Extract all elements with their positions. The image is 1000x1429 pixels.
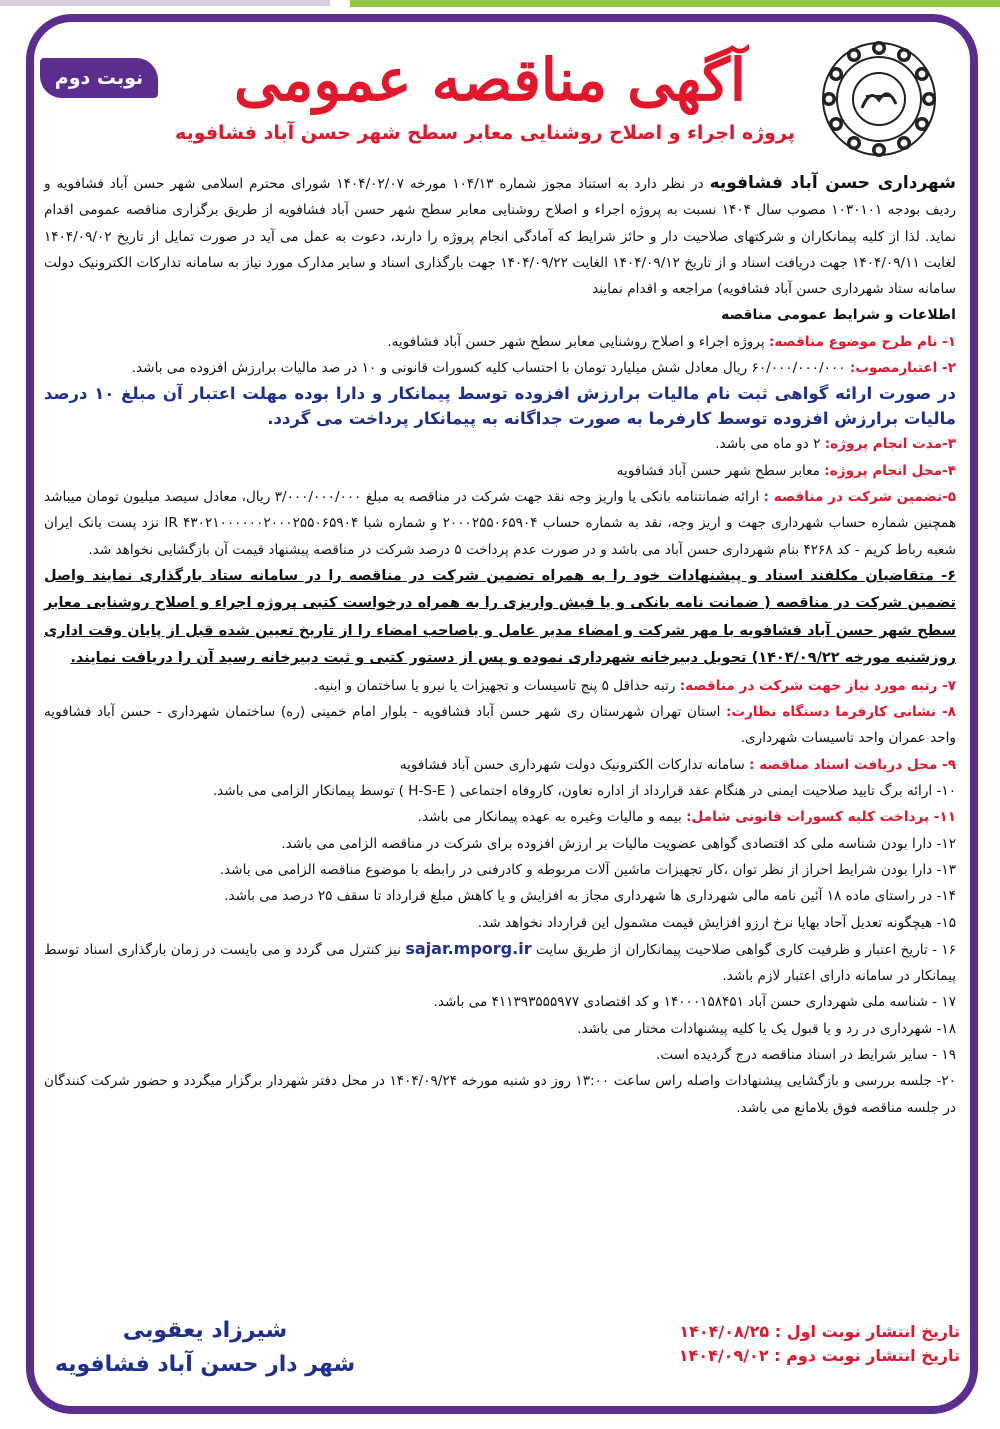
item-6-text: ۶- متقاضیان مکلفند اسناد و پیشنهادات خود را به همراه تضمین شرکت در مناقصه را در سامانه ستاد بارگذاری نمایند واصل تضمین شرکت در مناقصه ( ضمانت نامه بانکی و یا فیش واریزی را به همراه درخواست کتبی پروژه اجراء و اصلاح روشنایی معابر سطح شهر حسن آباد فشافویه با مهر شرکت و امضاء مدیر عامل و یاصاحب امضاء را از تاریخ تعیین شده قبل از پایان وقت اداری روزشنبه مورخه ۱۴۰۴/۰۹/۲۲) تحویل دبیرخانه شهرداری نموده و پس از دستور کتبی و ثبت دبیرخانه رسید آن را دریافت نمایند. bbox=[44, 567, 956, 667]
vat-note: در صورت ارائه گواهی ثبت نام مالیات برارزش افزوده توسط پیمانکار و دارا بوده مهلت اعتبار آن مبلغ ۱۰ درصد مالیات برارزش افزوده توسط کارفرما به صورت جداگانه به پیمانکار پرداخت می گردد. bbox=[44, 384, 956, 429]
item-2-label: ۲- اعتبارمصوب: bbox=[849, 360, 956, 377]
item-1-text: پروژه اجراء و اصلاح روشنایی معابر سطح شهر حسن آباد فشافویه. bbox=[387, 333, 769, 350]
item-7 bbox=[44, 673, 956, 699]
item-12: ۱۲- دارا بودن شناسه ملی کد اقتصادی گواهی عضویت مالیات بر ارزش افزوده برای شرکت در مناقصه الزامی می باشد. bbox=[281, 835, 956, 852]
item-18: ۱۸- شهرداری در رد و یا قبول یک یا کلیه پیشنهادات مختار می باشد. bbox=[577, 1020, 956, 1037]
item-10-text-b: ) توسط پیمانکار الزامی می باشد. bbox=[212, 783, 409, 800]
sajar-site-link[interactable]: sajar.mporg.ir bbox=[405, 938, 532, 958]
intro-paragraph bbox=[44, 170, 956, 302]
item-9 bbox=[44, 752, 956, 778]
item-1-label: ۱- نام طرح موضوع مناقصه: bbox=[768, 333, 956, 350]
item-3-label: ۳-مدت انجام پروژه: bbox=[824, 436, 956, 453]
item-8-label: ۸- نشانی کارفرما دستگاه نظارت: bbox=[725, 704, 956, 721]
intro-text: در نظر دارد به استناد مجوز شماره ۱۰۴/۱۳ مورخه ۱۴۰۴/۰۲/۰۷ شورای محترم اسلامی شهر حسن آباد فشافویه و ردیف بودجه ۱۰۳۰۱۰۱ مصوب سال ۱۴۰۴ نسبت به پروژه اجراء و اصلاح روشنایی معابر سطح شهر حسن آباد فشافویه از طریق برگزاری مناقصه عمومی اقدام نماید. لذا از کلیه پیمانکاران و شرکتهای صلاحیت دار و حائز شرایط که آمادگی انجام پروژه را دارند، دعوت به عمل می آید در صورت تمایل از تاریخ ۱۴۰۴/۰۹/۰۲ لغایت ۱۴۰۴/۰۹/۱۱ جهت دریافت اسناد و از تاریخ ۱۴۰۴/۰۹/۱۲ الغایت ۱۴۰۴/۰۹/۲۲ جهت بارگذاری اسناد و سایر مدارک مورد نیاز به سامانه تدارکات الکترونیک دولت سامانه ستاد شهرداری حسن آباد فشافویه) مراجعه و اقدام نمایند bbox=[44, 176, 957, 298]
top-strip-left bbox=[0, 0, 330, 6]
item-5-label: ۵-تضمین شرکت در مناقصه : bbox=[763, 488, 956, 505]
item-17: ۱۷ - شناسه ملی شهرداری حسن آباد ۱۴۰۰۰۱۵۸۴۵۱ و کد اقتصادی ۴۱۱۳۹۳۵۵۵۹۷۷ می باشد. bbox=[433, 994, 956, 1011]
item-2 bbox=[44, 355, 956, 381]
item-4-text: معابر سطح شهر حسن آباد فشافویه bbox=[616, 462, 825, 479]
signatory-title: شهر دار حسن آباد فشافویه bbox=[54, 1352, 356, 1377]
top-color-strip bbox=[0, 0, 1000, 14]
intro-lead: شهرداری حسن آباد فشافویه bbox=[709, 173, 956, 193]
item-3 bbox=[44, 431, 956, 457]
municipality-emblem-icon bbox=[818, 38, 940, 160]
second-publication-value: ۱۴۰۴/۰۹/۰۲ bbox=[678, 1346, 769, 1365]
item-9-text: سامانه تدارکات الکترونیک دولت شهرداری حسن آباد فشافویه bbox=[399, 756, 750, 773]
item-10-text-a: ۱۰- ارائه برگ تایید صلاحیت ایمنی در هنگام عقد قرارداد از اداره تعاون، کاروفاه اجتماعی ( bbox=[445, 783, 956, 800]
notice-title: آگهی مناقصه عمومی bbox=[233, 46, 747, 114]
item-7-text: رتبه حداقل ۵ پنج تاسیسات و تجهیزات یا نیرو یا ساختمان و ابنیه. bbox=[313, 677, 680, 694]
item-10-hse: H-S-E bbox=[408, 783, 446, 800]
item-4 bbox=[44, 458, 956, 484]
item-13: ۱۳- دارا بودن شرایط احراز از نظر توان ،کار تجهیزات ماشین آلات مربوطه و کادرفنی در رابطه با موضوع مناقصه الزامی می باشد. bbox=[219, 861, 956, 878]
item-16 bbox=[44, 936, 956, 990]
item-16-text-b: نیز کنترل می گردد و می بایست در زمان بارگذاری اسناد توسط پیمانکار در سامانه دارای اعتبار لازم باشد. bbox=[44, 941, 956, 985]
item-5-iban: IR ۴۳۰۲۱۰۰۰۰۰۰۲۰۰۰۲۵۵۰۶۵۹۰۴ bbox=[164, 515, 359, 532]
first-publication-label: تاریخ انتشار نوبت اول : bbox=[774, 1322, 960, 1341]
item-7-label: ۷- رتبه مورد نیاز جهت شرکت در مناقصه: bbox=[679, 677, 956, 694]
section-heading: اطلاعات و شرایط عمومی مناقصه bbox=[721, 307, 956, 324]
item-11-text: بیمه و مالیات وغیره به عهده پیمانکار می باشد. bbox=[417, 809, 687, 826]
item-5-text-a: ارائه ضمانتنامه بانکی یا واریز وجه نقد جهت شرکت در مناقصه به مبلغ ۳/۰۰۰/۰۰۰/۰۰۰ ریال، معادل سیصد میلیون تومان میباشد همچنین شماره حساب شهرداری جهت و اریز وجه، نقد به شماره حساب ۲۰۰۰۲۵۵۰۶۵۹۰۴ و شماره شبا bbox=[44, 488, 957, 532]
item-5-text-b: نزد پست بانک ایران شعبه رباط کریم - کد ۴۲۶۸ بنام شهرداری حسن آباد می باشد و در صورت عدم پرداخت ۵ درصد شرکت در مناقصه پیشنهاد قیمت آن بازگشایی نخواهد شد. bbox=[44, 515, 956, 558]
item-19: ۱۹ - سایر شرایط در اسناد مناقصه درج گردیده است. bbox=[655, 1047, 956, 1064]
item-9-label: ۹- محل دریافت اسناد مناقصه : bbox=[749, 756, 956, 773]
item-15: ۱۵- هیچگونه تعدیل آحاد بهایا نرخ ارزو افزایش قیمت مشمول این قرارداد نخواهد شد. bbox=[477, 914, 956, 931]
second-publication-label: تاریخ انتشار نوبت دوم : bbox=[774, 1346, 960, 1365]
item-1 bbox=[44, 329, 956, 355]
item-4-label: ۴-محل انجام پروژه: bbox=[824, 462, 956, 479]
publication-round-badge: نوبت دوم bbox=[40, 58, 158, 98]
top-strip-right bbox=[350, 0, 1000, 7]
item-8-text: استان تهران شهرستان ری شهر حسن آباد فشافویه - بلوار امام خمینی (ره) ساختمان شهرداری - حسن آباد فشافویه واحد عمران واحد تاسیسات شهرداری. bbox=[44, 704, 956, 747]
first-publication-date bbox=[660, 1322, 960, 1341]
item-5 bbox=[44, 484, 956, 563]
item-2-text: ۶۰/۰۰۰/۰۰۰/۰۰۰ ریال معادل شش میلیارد تومان با احتساب کلیه کسورات قانونی و ۱۰ در صد مالیات برارزش افزوده می باشد. bbox=[131, 360, 850, 377]
notice-body bbox=[44, 170, 956, 1121]
item-10 bbox=[44, 778, 956, 804]
item-16-text-a: ۱۶ - تاریخ اعتبار و ظرفیت کاری گواهی صلاحیت پیمانکاران از طریق سایت bbox=[531, 941, 956, 958]
notice-subtitle: پروژه اجراء و اصلاح روشنایی معابر سطح شهر حسن آباد فشافویه bbox=[175, 122, 795, 144]
item-14: ۱۴- در راستای ماده ۱۸ آئین نامه مالی شهرداری ها شهرداری مجاز به افزایش و یا کاهش مبلغ قرارداد تا سقف ۲۵ درصد می باشد. bbox=[224, 888, 956, 905]
second-publication-date bbox=[660, 1346, 960, 1365]
item-20: ۲۰- جلسه بررسی و بازگشایی پیشنهادات واصله راس ساعت ۱۳:۰۰ روز دو شنبه مورخه ۱۴۰۴/۰۹/۲۴ در محل دفتر شهردار برگزار میگردد و حضور شرکت کنندگان در جلسه مناقصه فوق بلامانع می باشد. bbox=[44, 1073, 956, 1116]
item-8 bbox=[44, 699, 956, 752]
item-11-label: ۱۱- پرداخت کلیه کسورات قانونی شامل: bbox=[686, 809, 956, 826]
item-11 bbox=[44, 804, 956, 830]
signatory-name: شیرزاد یعقوبی bbox=[122, 1318, 288, 1343]
item-6 bbox=[44, 563, 956, 673]
first-publication-value: ۱۴۰۴/۰۸/۲۵ bbox=[679, 1322, 770, 1341]
item-3-text: ۲ دو ماه می باشد. bbox=[715, 436, 825, 453]
